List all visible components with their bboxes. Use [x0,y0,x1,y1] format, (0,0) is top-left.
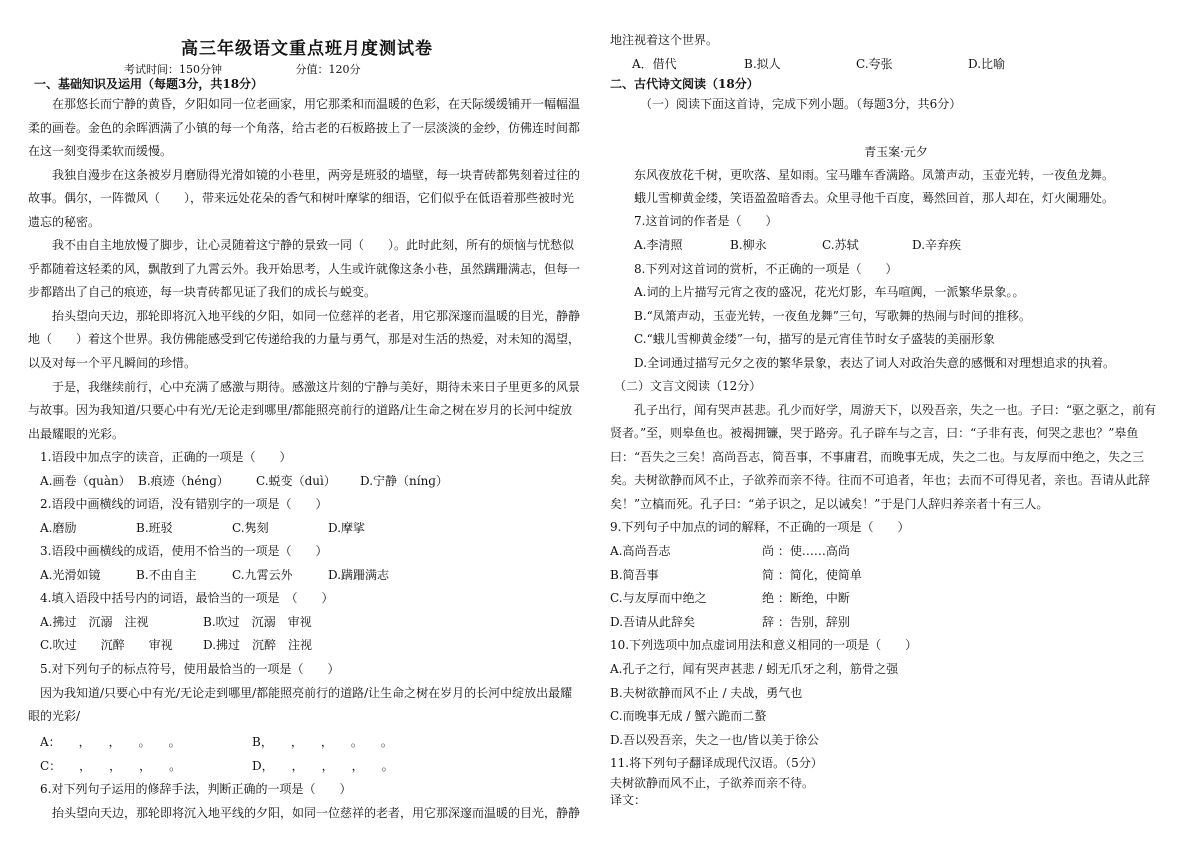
passage-line: 乎都随着这轻柔的风，飘散到了九霄云外。我开始思考，人生或许就像这条小巷，虽然蹒跚满志，但每一 [28,262,581,276]
passage-line: 我不由自主地放慢了脚步，让心灵随着这宁静的景致一同（ ）。此时此刻，所有的烦恼与忧愁似 [52,238,575,252]
passage-line: 与故事。因为我知道/只要心中有光/无论走到哪里/都能照亮前行的道路/让生命之树在岁月的长河中绽放 [28,403,573,417]
question-3: 3.语段中画横线的成语，使用不恰当的一项是（ ） [40,544,328,558]
classical-text-line: 孔子出行，闻有哭声甚悲。孔少而好学，周游天下，以殁吾亲，失之一也。子曰：“驱之驱之，前有 [634,403,1157,417]
question-11-sentence: 夫树欲静而风不止，子欲养而亲不待。 [610,776,815,790]
option[interactable]: A．借代 [632,57,677,71]
question-7: 7.这首词的作者是（ ） [634,214,778,228]
passage-line: 以及对每一个平凡瞬间的珍惜。 [28,356,197,370]
option-sentence: A.高尚吾志 [610,544,671,558]
passage-line: 故事。偶尔，一阵微风（ ），带来远处花朵的香气和树叶摩挲的细语，它们似乎在低语着那些被时光 [28,191,575,205]
option[interactable]: B.吹过 沉溺 审视 [203,615,312,629]
option[interactable]: D.蹒跚满志 [328,568,390,582]
poem-line: 东风夜放花千树，更吹落、星如雨。宝马雕车香满路。凤箫声动，玉壶光转，一夜鱼龙舞。 [634,168,1115,182]
option[interactable]: B.拟人 [744,57,781,71]
question-7-options [634,237,961,253]
exam-meta [124,61,361,77]
option[interactable]: C.而晚事无成 / 蟹六跪而二螯 [610,709,767,723]
poem-title: 青玉案·元夕 [864,145,928,159]
exam-time: 考试时间：150分钟 [124,63,222,76]
option[interactable]: C.夸张 [856,57,893,71]
question-1-options [40,473,448,489]
question-6-options [632,56,1005,72]
option[interactable]: A.李清照 [634,238,683,252]
option-gloss: 简 ：简化，使简单 [762,568,862,582]
section-1-heading: 一、基础知识及运用（每题3分，共18分） [34,77,264,91]
question-5-options-ab [40,734,393,750]
classical-text-line: 曰：“吾失之三矣！高尚吾志，简吾事，不事庸君，而晚事无成，失之二也。与友厚而中绝之，失之三 [610,450,1145,464]
question-5: 5.对下列句子的标点符号，使用最恰当的一项是（ ） [40,662,340,676]
option[interactable]: B.痕迹（hénɡ） [138,474,229,488]
option[interactable]: A.光滑如镜 [40,568,101,582]
question-9-option-c[interactable] [610,590,850,606]
passage-line: 在这一刻变得柔软而缓慢。 [28,144,173,158]
option[interactable]: A： ， ， 。 。 [40,735,181,749]
option[interactable]: B， ， ， 。 。 [252,735,393,749]
option[interactable]: C.九霄云外 [232,568,293,582]
question-2-options [40,520,365,536]
classical-text-line: 贤者。”至，则皋鱼也。被褐拥镰，哭于路旁。孔子辟车与之言，曰：“子非有丧，何哭之悲也？”皋鱼 [610,426,1139,440]
option[interactable]: A.词的上片描写元宵之夜的盛况，花光灯影，车马喧阗，一派繁华景象。。 [634,285,1025,299]
question-3-options [40,567,389,583]
question-9-option-a[interactable] [610,543,850,559]
option-sentence: D.吾请从此辞矣 [610,615,696,629]
option[interactable]: B.班驳 [136,521,173,535]
question-4: 4.填入语段中括号内的词语，最恰当的一项是 （ ） [40,591,334,605]
passage-line: 地（ ）着这个世界。我仿佛能感受到它传递给我的力量与勇气，那是对生活的热爱，对未知的渴望， [28,332,581,346]
question-6-sentence-end: 地注视着这个世界。 [610,33,719,47]
question-4-options-ab [40,614,312,630]
question-1: 1.语段中加点字的读音，正确的一项是（ ） [40,450,292,464]
passage-line: 抬头望向天边，那轮即将沉入地平线的夕阳，如同一位慈祥的老者，用它那深邃而温暖的目光，静静 [52,309,581,323]
option[interactable]: A.孔子之行，闻有哭声甚悲 / 蚓无爪牙之利，筋骨之强 [610,662,899,676]
question-9-option-d[interactable] [610,614,850,630]
option[interactable]: D.辛弃疾 [912,238,962,252]
passage-line: 我独自漫步在这条被岁月磨励得光滑如镜的小巷里，两旁是班驳的墙壁，每一块青砖都隽刻着过往的 [52,168,581,182]
option[interactable]: C.隽刻 [232,521,269,535]
translation-label: 译文： [610,793,647,807]
passage-line: 遗忘的秘密。 [28,215,101,229]
passage-line: 柔的画卷。金色的余晖洒满了小镇的每一个角落，给古老的石板路披上了一层淡淡的金纱，仿佛连时间都 [28,121,581,135]
passage-line: 于是，我继续前行，心中充满了感激与期待。感激这片刻的宁静与美好，期待未来日子里更多的风景 [52,380,581,394]
option-gloss: 绝 ：断绝，中断 [762,591,850,605]
option[interactable]: C.吹过 沉醉 审视 [40,638,173,652]
question-5-sentence: 因为我知道/只要心中有光/无论走到哪里/都能照亮前行的道路/让生命之树在岁月的长河中绽放出最耀 [40,686,573,700]
question-6: 6.对下列句子运用的修辞手法，判断正确的一项是（ ） [40,782,352,796]
question-11: 11.将下列句子翻译成现代汉语。（5分） [610,756,823,770]
classical-text-line: 矣！”立槁而死。孔子曰：“弟子识之，足以诫矣！”于是门人辞归养亲者十有三人。 [610,497,1049,511]
subsection-2-heading: （二）文言文阅读（12分） [614,379,762,393]
option[interactable]: B.夫树欲静而风不止 / 夫战，勇气也 [610,686,803,700]
option[interactable]: D.拂过 沉醉 注视 [203,638,313,652]
option-sentence: B.简吾事 [610,568,659,582]
question-5-options-cd [40,758,394,774]
option-gloss: 辞 ：告别，辞别 [762,615,850,629]
poem-line: 蛾儿雪柳黄金缕，笑语盈盈暗香去。众里寻他千百度，蓦然回首，那人却在，灯火阑珊处。 [634,191,1115,205]
passage-line: 出最耀眼的光彩。 [28,427,125,441]
question-9-option-b[interactable] [610,567,862,583]
option[interactable]: C.蜕变（duì） [256,474,336,488]
exam-title: 高三年级语文重点班月度测试卷 [181,39,433,59]
option[interactable]: D.摩挲 [328,521,366,535]
option[interactable]: B.“凤箫声动，玉壶光转，一夜鱼龙舞”三句，写歌舞的热闹与时间的推移。 [634,309,1031,323]
option[interactable]: A.画卷（quàn） [40,474,131,488]
passage-line: 步都踏出了自己的痕迹，每一块青砖都见证了我们的成长与蜕变。 [28,285,377,299]
option-gloss: 尚 ：使……高尚 [762,544,850,558]
option[interactable]: A.磨励 [40,521,77,535]
option[interactable]: C.苏轼 [822,238,859,252]
option[interactable]: D.比喻 [968,57,1006,71]
subsection-1-heading: （一）阅读下面这首诗，完成下列小题。（每题3分，共6分） [640,97,962,111]
classical-text-line: 矣。夫树欲静而风不止，子欲养而亲不待。往而不可追者，年也；去而不可得见者，亲也。吾请从此辞 [610,473,1151,487]
exam-score: 分值：120分 [295,63,361,76]
question-10: 10.下列选项中加点虚词用法和意义相同的一项是（ ） [610,638,918,652]
section-2-heading: 二、古代诗文阅读（18分） [610,77,759,91]
option[interactable]: D.吾以殁吾亲，失之一也/皆以美于徐公 [610,733,820,747]
option[interactable]: D.全词通过描写元夕之夜的繁华景象，表达了词人对政治失意的感慨和对理想追求的执着。 [634,356,1116,370]
option[interactable]: D， ， ， ， 。 [252,759,394,773]
option-sentence: C.与友厚而中绝之 [610,591,707,605]
passage-line: 在那悠长而宁静的黄昏，夕阳如同一位老画家，用它那柔和而温暖的色彩，在天际缓缓铺开一幅幅温 [52,97,581,111]
option[interactable]: B.柳永 [730,238,767,252]
option[interactable]: B.不由自主 [136,568,197,582]
option[interactable]: C.“蛾儿雪柳黄金缕”一句，描写的是元宵佳节时女子盛装的美丽形象 [634,332,995,346]
question-9: 9.下列句子中加点的词的解释，不正确的一项是（ ） [610,520,910,534]
question-2: 2.语段中画横线的词语，没有错别字的一项是（ ） [40,497,328,511]
question-6-sentence: 抬头望向天边，那轮即将沉入地平线的夕阳，如同一位慈祥的老者，用它那深邃而温暖的目光，静静 [52,806,581,820]
option[interactable]: D.宁静（nínɡ） [360,474,448,488]
option[interactable]: C： ， ， ， 。 [40,759,182,773]
question-4-options-cd [40,637,312,653]
question-5-sentence: 眼的光彩/ [28,709,81,723]
question-8: 8.下列对这首词的赏析，不正确的一项是（ ） [634,262,898,276]
option[interactable]: A.拂过 沉溺 注视 [40,615,149,629]
